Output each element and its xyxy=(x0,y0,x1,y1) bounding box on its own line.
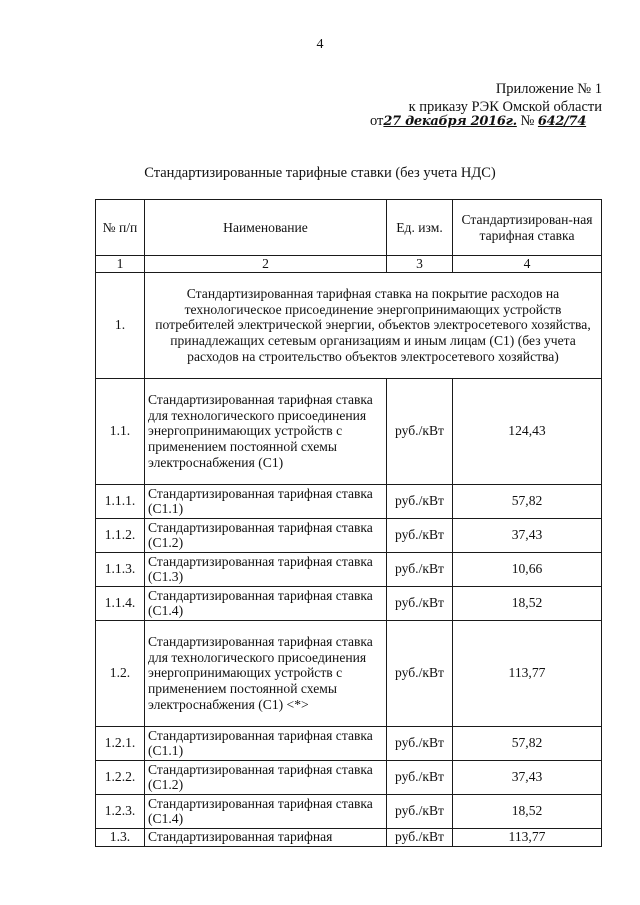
row-unit: руб./кВт xyxy=(387,620,453,726)
row-unit: руб./кВт xyxy=(387,586,453,620)
row-unit: руб./кВт xyxy=(387,484,453,518)
table-header-row xyxy=(96,200,602,256)
page-number: 4 xyxy=(316,37,324,52)
row-value: 113,77 xyxy=(453,828,602,846)
row-value: 124,43 xyxy=(453,378,602,484)
table-row xyxy=(96,586,602,620)
column-number: 3 xyxy=(387,256,453,273)
table-row xyxy=(96,620,602,726)
header-num: № п/п xyxy=(96,200,145,256)
table-row xyxy=(96,794,602,828)
row-name: Стандартизированная тарифная ставка (С1.3) xyxy=(145,552,387,586)
row-unit: руб./кВт xyxy=(387,552,453,586)
order-number-handwritten: 642/74 xyxy=(537,114,587,129)
order-date-handwritten: 27 декабря 2016г. xyxy=(383,114,517,129)
table-row xyxy=(96,726,602,760)
row-value: 18,52 xyxy=(453,586,602,620)
row-value: 57,82 xyxy=(453,484,602,518)
row-value: 10,66 xyxy=(453,552,602,586)
header-unit: Ед. изм. xyxy=(387,200,453,256)
row-num: 1.2. xyxy=(96,620,145,726)
section-text: Стандартизированная тарифная ставка на покрытие расходов на технологическое присоединение энергопринимающих устройств потребителей электрической энергии, объектов электросетевого хозяйства, принадлежащих сетевым организациям и иным лицам (С1) (без учета расходов на строительство объектов электросетевого хозяйства) xyxy=(145,272,602,378)
order-date-label: от xyxy=(370,113,384,129)
row-value: 37,43 xyxy=(453,760,602,794)
order-number-label: № xyxy=(520,113,535,129)
table-row xyxy=(96,378,602,484)
row-unit: руб./кВт xyxy=(387,828,453,846)
column-number: 2 xyxy=(145,256,387,273)
column-number-row xyxy=(96,256,602,273)
section-num: 1. xyxy=(96,272,145,378)
row-name: Стандартизированная тарифная ставка для технологического присоединения энергопринимающих устройств с применением постоянной схемы электроснабжения (С1) xyxy=(145,378,387,484)
row-num: 1.1.4. xyxy=(96,586,145,620)
document-title: Стандартизированные тарифные ставки (без учета НДС) xyxy=(144,165,496,181)
row-num: 1.1.1. xyxy=(96,484,145,518)
column-number: 1 xyxy=(96,256,145,273)
row-num: 1.2.2. xyxy=(96,760,145,794)
appendix-header xyxy=(409,80,602,116)
table-row xyxy=(96,552,602,586)
row-unit: руб./кВт xyxy=(387,378,453,484)
row-name: Стандартизированная тарифная ставка (С1.1) xyxy=(145,484,387,518)
row-name: Стандартизированная тарифная ставка (С1.4) xyxy=(145,586,387,620)
appendix-title: Приложение № 1 xyxy=(495,81,602,97)
row-num: 1.2.1. xyxy=(96,726,145,760)
row-value: 57,82 xyxy=(453,726,602,760)
row-unit: руб./кВт xyxy=(387,726,453,760)
column-number: 4 xyxy=(453,256,602,273)
header-rate: Стандартизирован-ная тарифная ставка xyxy=(453,200,602,256)
section-row xyxy=(96,272,602,378)
table-row xyxy=(96,518,602,552)
row-unit: руб./кВт xyxy=(387,794,453,828)
row-name: Стандартизированная тарифная ставка для технологического присоединения энергопринимающих устройств с применением постоянной схемы электроснабжения (С1) <*> xyxy=(145,620,387,726)
table-row xyxy=(96,828,602,846)
row-num: 1.1.2. xyxy=(96,518,145,552)
row-name: Стандартизированная тарифная ставка (С1.2) xyxy=(145,760,387,794)
row-name: Стандартизированная тарифная ставка (С1.4) xyxy=(145,794,387,828)
header-name: Наименование xyxy=(145,200,387,256)
row-value: 37,43 xyxy=(453,518,602,552)
row-unit: руб./кВт xyxy=(387,518,453,552)
appendix-order-reference: к приказу РЭК Омской области xyxy=(408,99,602,115)
row-num: 1.3. xyxy=(96,828,145,846)
row-value: 113,77 xyxy=(453,620,602,726)
row-num: 1.2.3. xyxy=(96,794,145,828)
row-name: Стандартизированная тарифная ставка (С1.2) xyxy=(145,518,387,552)
row-value: 18,52 xyxy=(453,794,602,828)
row-num: 1.1.3. xyxy=(96,552,145,586)
order-date-number xyxy=(370,113,586,130)
row-unit: руб./кВт xyxy=(387,760,453,794)
table-row xyxy=(96,484,602,518)
table-row xyxy=(96,760,602,794)
row-num: 1.1. xyxy=(96,378,145,484)
row-name: Стандартизированная тарифная ставка (С1.1) xyxy=(145,726,387,760)
row-name: Стандартизированная тарифная xyxy=(145,828,387,846)
tariff-table xyxy=(95,199,602,847)
